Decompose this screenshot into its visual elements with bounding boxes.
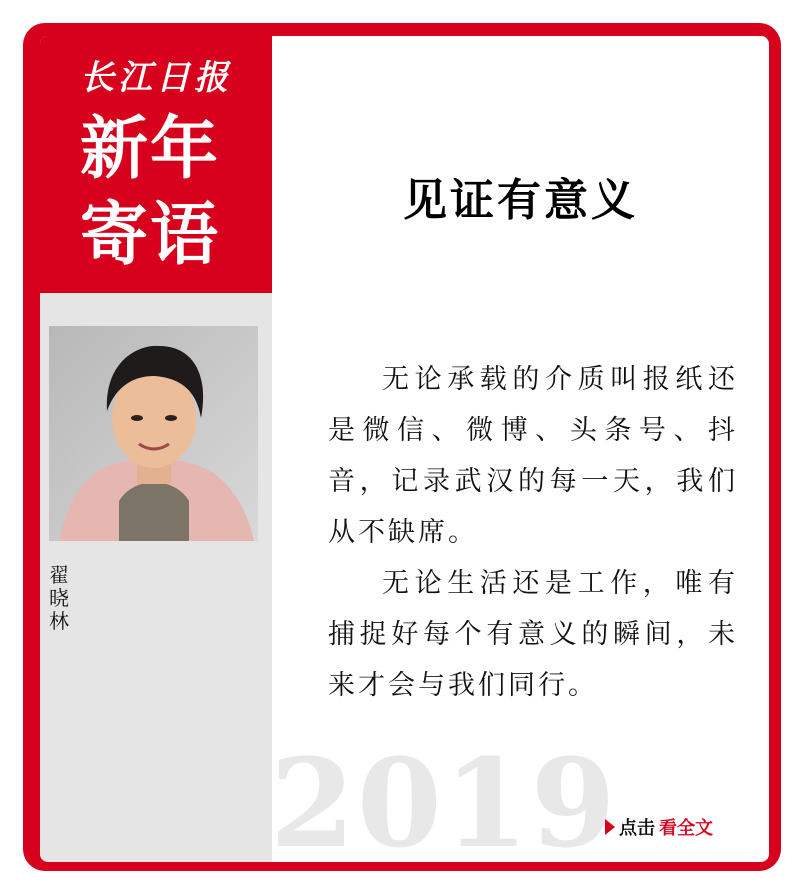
year-watermark: 2019 — [270, 731, 618, 862]
read-more-link[interactable] — [605, 814, 713, 840]
article-body — [328, 354, 738, 711]
series-title — [80, 106, 250, 278]
read-more-accent: 看全文 — [659, 818, 713, 839]
author-name: 翟晓林 — [49, 563, 69, 633]
article-paragraph-1: 无论承载的介质叫报纸还是微信、微博、头条号、抖音，记录武汉的每一天，我们从不缺席。 — [328, 364, 738, 548]
brand-logo: 长江日报 — [80, 58, 232, 98]
greeting-card — [23, 23, 781, 871]
series-title-line2: 寄语 — [80, 195, 221, 275]
read-more-prefix: 点击 — [619, 818, 655, 839]
series-title-line1: 新年 — [80, 109, 221, 189]
article-title: 见证有意义 — [403, 175, 638, 226]
sidebar-header — [40, 36, 272, 293]
play-arrow-icon — [605, 819, 615, 835]
card-inner — [40, 36, 769, 862]
article-paragraph-2: 无论生活还是工作，唯有捕捉好每个有意义的瞬间，未来才会与我们同行。 — [328, 568, 738, 701]
author-photo — [49, 326, 258, 541]
